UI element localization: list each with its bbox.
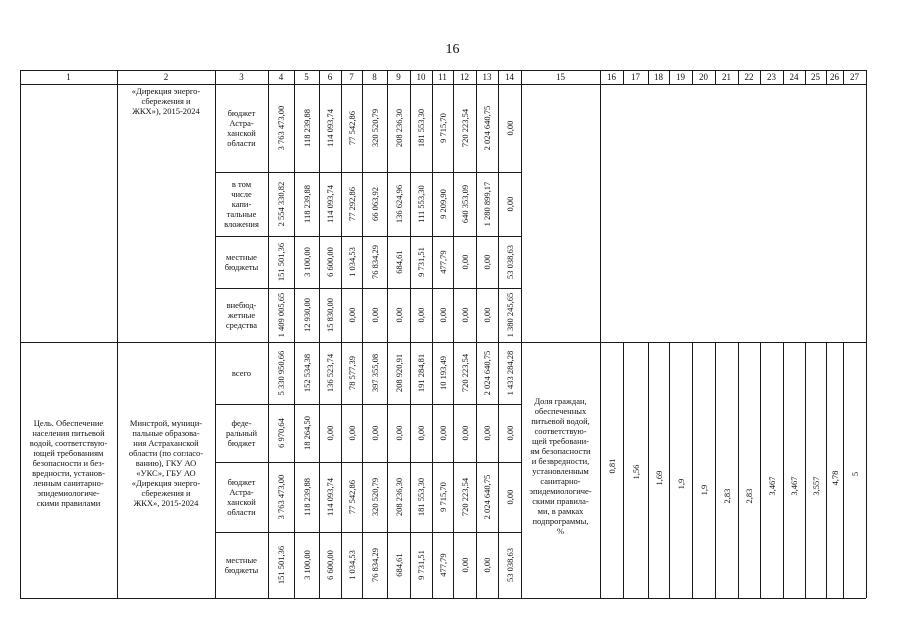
column-line-10 [432, 70, 433, 598]
page-number: 16 [445, 42, 460, 57]
column-header-1: 1 [66, 72, 71, 82]
block1-value-0-4-text: 320 520,79 [369, 108, 380, 148]
column-header-13: 13 [482, 72, 492, 82]
block2-value-2-1-text: 118 239,88 [301, 478, 312, 516]
column-line-25-lower [826, 342, 827, 598]
column-line-2 [215, 70, 216, 598]
column-line-24-lower [805, 342, 806, 598]
column-header-27: 27 [850, 72, 859, 82]
column-line-5 [319, 70, 320, 598]
indicator-value-18-text: 1,69 [653, 470, 664, 486]
block2-value-1-5-text: 0,00 [393, 425, 404, 441]
block1-value-3-2-text: 15 830,00 [325, 298, 335, 332]
indicator-value-26-text: 4,78 [829, 470, 840, 486]
block2-value-1-8-text: 0,00 [459, 425, 470, 441]
indicator-value-16-text: 0,81 [606, 458, 617, 474]
column-line-8 [387, 70, 388, 598]
block1-value-1-3-text: 77 292,86 [346, 187, 357, 221]
block2-value-2-5-text: 208 236,30 [393, 477, 404, 517]
block2-value-3-5-text: 684,61 [393, 553, 404, 577]
block1-row-line-3 [215, 288, 521, 289]
block2-value-0-10-text: 1 433 284,28 [504, 350, 515, 396]
table-bottom-border [20, 598, 866, 599]
column-line-18-lower [669, 342, 670, 598]
indicator-value-27-text: 5 [849, 471, 860, 477]
block2-value-0-9-text: 2 024 640,75 [482, 350, 492, 396]
block2-value-3-8-text: 0,00 [459, 557, 470, 573]
block1-value-1-6-text: 111 553,30 [416, 185, 426, 223]
column-header-2: 2 [163, 72, 169, 82]
column-line-12 [476, 70, 477, 598]
block2-value-0-5-text: 208 920,91 [393, 353, 404, 393]
block2-value-3-3-text: 1 034,53 [346, 550, 357, 580]
column-line-4 [294, 70, 295, 598]
block1-value-1-10-text: 0,00 [504, 196, 515, 212]
block2-value-3-2-text: 6 600,00 [325, 550, 335, 580]
column-header-7: 7 [349, 72, 354, 82]
block1-value-2-9-text: 0,00 [482, 254, 492, 270]
column-header-8: 8 [372, 72, 377, 82]
indicator-value-22-text: 2,83 [744, 488, 754, 504]
block1-executor: «Дирекция энерго- сбережения и ЖКХ»), 2015-2024 [131, 86, 201, 116]
block2-value-0-8-text: 720 223,54 [459, 353, 470, 393]
column-header-10: 10 [416, 72, 426, 82]
block2-value-1-3-text: 0,00 [346, 425, 357, 441]
column-line-0 [20, 70, 21, 598]
block1-value-0-10-text: 0,00 [504, 120, 515, 136]
block2-value-0-4-text: 397 355,08 [369, 353, 380, 393]
column-line-1 [117, 70, 118, 598]
block2-value-0-1-text: 152 534,38 [301, 353, 312, 393]
block2-row-label-3: местные бюджеты [224, 555, 259, 575]
column-line-7 [362, 70, 363, 598]
block1-value-2-7-text: 477,79 [437, 250, 448, 274]
block1-value-2-2-text: 6 600,00 [325, 247, 335, 277]
block1-value-0-8-text: 720 223,54 [459, 108, 470, 148]
section-separator [20, 342, 866, 343]
block2-executor: Минстрой, муници- пальные образова- ния Астраханской области (по согласо- ванию), ГКУ АО «УКС», ГБУ АО «Дирекция энерго- сбережения и ЖКХ», 2015-2024 [128, 418, 204, 508]
column-header-16: 16 [607, 72, 616, 82]
block1-row-label-2: местные бюджеты [224, 252, 259, 272]
block1-value-3-0-text: 1 409 005,65 [276, 292, 286, 338]
column-line-15 [600, 70, 601, 598]
block2-value-3-7-text: 477,79 [437, 553, 448, 577]
block2-value-2-10-text: 0,00 [504, 489, 515, 505]
column-header-11: 11 [438, 72, 447, 82]
block1-value-0-1-text: 118 239,88 [301, 109, 312, 147]
block1-value-1-8-text: 640 353,09 [459, 184, 470, 224]
block1-value-2-3-text: 1 034,53 [346, 247, 357, 277]
block2-row-label-2: бюджет Астра- ханской области [227, 477, 256, 517]
block2-value-3-1-text: 3 100,00 [301, 550, 312, 580]
block1-value-1-2-text: 114 093,74 [325, 185, 335, 223]
block1-value-3-4-text: 0,00 [369, 307, 380, 323]
column-line-23-lower [783, 342, 784, 598]
block1-value-1-0-text: 2 554 330,82 [276, 181, 286, 227]
block2-value-2-8-text: 720 223,54 [459, 477, 470, 517]
column-line-3 [268, 70, 269, 598]
block2-value-0-6-text: 191 284,81 [416, 353, 426, 393]
block1-value-2-10-text: 53 038,63 [504, 245, 515, 279]
block1-value-0-6-text: 181 553,30 [416, 108, 426, 148]
block1-row-label-0: бюджет Астра- ханской области [227, 108, 256, 148]
column-header-19: 19 [676, 72, 685, 82]
column-line-19-lower [692, 342, 693, 598]
block2-row-label-1: феде- ральный бюджет [225, 418, 258, 448]
column-line-9 [410, 70, 411, 598]
block1-row-line-2 [215, 236, 521, 237]
block1-value-3-6-text: 0,00 [416, 307, 426, 323]
block1-value-0-0-text: 3 763 473,00 [276, 105, 286, 151]
column-header-5: 5 [304, 72, 309, 82]
block2-value-1-7-text: 0,00 [437, 425, 448, 441]
block2-value-3-10-text: 53 038,63 [504, 548, 515, 582]
column-header-26: 26 [830, 72, 839, 82]
column-line-27 [866, 70, 867, 598]
column-header-15: 15 [556, 72, 565, 82]
block2-value-2-7-text: 9 715,70 [437, 482, 448, 512]
block1-row-label-3: внебюд- жетные средства [225, 300, 258, 330]
block2-value-3-4-text: 76 834,29 [369, 548, 380, 582]
column-line-17-lower [648, 342, 649, 598]
column-line-26-lower [843, 342, 844, 598]
block2-value-1-2-text: 0,00 [325, 425, 335, 441]
block1-value-1-4-text: 66 063,92 [369, 187, 380, 221]
block1-value-0-7-text: 9 715,70 [437, 113, 448, 143]
block2-value-3-9-text: 0,00 [482, 557, 492, 573]
block1-value-0-2-text: 114 093,74 [325, 109, 335, 147]
block1-value-2-5-text: 684,61 [393, 250, 404, 274]
column-line-22-lower [760, 342, 761, 598]
column-header-21: 21 [722, 72, 731, 82]
column-header-12: 12 [460, 72, 469, 82]
indicator-value-17-text: 1,56 [630, 464, 641, 480]
block1-value-3-5-text: 0,00 [393, 307, 404, 323]
indicator-value-19-text: 1,9 [675, 478, 686, 490]
column-line-16-lower [623, 342, 624, 598]
column-header-20: 20 [699, 72, 708, 82]
column-header-6: 6 [327, 72, 333, 82]
block2-row-line-1 [215, 404, 521, 405]
column-line-21-lower [738, 342, 739, 598]
block2-row-label-0: всего [231, 368, 252, 378]
block1-value-3-9-text: 0,00 [482, 307, 492, 323]
column-header-22: 22 [744, 72, 754, 82]
block2-value-1-4-text: 0,00 [369, 425, 380, 441]
column-header-17: 17 [631, 72, 640, 82]
column-header-14: 14 [505, 72, 514, 82]
block2-value-1-6-text: 0,00 [416, 425, 426, 441]
column-header-3: 3 [239, 72, 244, 82]
block2-value-0-7-text: 10 193,49 [437, 356, 448, 390]
indicator-value-24-text: 3,467 [789, 476, 799, 496]
header-bottom-border [20, 84, 866, 85]
block1-value-3-3-text: 0,00 [346, 307, 357, 323]
indicator-value-23-text: 3,467 [766, 476, 777, 496]
column-header-9: 9 [396, 72, 401, 82]
column-line-13 [498, 70, 499, 598]
column-line-20-lower [715, 342, 716, 598]
block2-value-1-0-text: 6 970,64 [276, 418, 286, 448]
column-line-14 [521, 70, 522, 598]
block2-value-2-0-text: 3 763 473,00 [276, 474, 286, 520]
column-header-18: 18 [654, 72, 663, 82]
block1-value-2-4-text: 76 834,29 [369, 245, 380, 279]
block1-value-2-6-text: 9 731,51 [416, 247, 426, 277]
column-header-24: 24 [789, 72, 799, 82]
block2-value-2-3-text: 77 542,86 [346, 480, 357, 514]
table-top-border [20, 70, 866, 71]
block1-value-0-9-text: 2 024 640,75 [482, 105, 492, 151]
block1-value-3-7-text: 0,00 [437, 307, 448, 323]
block1-value-1-5-text: 136 624,96 [393, 184, 404, 224]
block1-value-1-7-text: 9 209,90 [437, 189, 448, 219]
indicator-value-20-text: 1,9 [698, 484, 709, 496]
block2-value-0-3-text: 78 577,39 [346, 356, 357, 390]
block2-value-1-10-text: 0,00 [504, 425, 515, 441]
block1-value-1-1-text: 118 239,88 [301, 185, 312, 223]
block1-value-2-0-text: 151 501,36 [276, 242, 286, 282]
block1-row-label-1: в том числе капи- тальные вложения [224, 179, 259, 229]
block1-value-3-8-text: 0,00 [459, 307, 470, 323]
indicator-value-25-text: 3,557 [810, 476, 821, 496]
block1-row-line-1 [215, 172, 521, 173]
block1-value-3-10-text: 1 380 245,65 [504, 292, 515, 338]
block2-value-2-2-text: 114 093,74 [325, 478, 335, 516]
block2-value-2-6-text: 181 553,30 [416, 477, 426, 517]
block1-value-2-8-text: 0,00 [459, 254, 470, 270]
indicator-value-21-text: 2,83 [721, 488, 732, 504]
column-header-25: 25 [811, 72, 820, 82]
block1-value-1-9-text: 1 280 899,17 [482, 181, 492, 227]
block2-row-line-2 [215, 462, 521, 463]
block2-goal: Цель. Обеспечение населения питьевой водой, соответствую- ющей требованиям безопасности и без- вредности, установ- ленным санитарно- эпидемиологиче- скими правилами [29, 418, 108, 508]
block2-value-3-6-text: 9 731,51 [416, 550, 426, 580]
block2-value-0-0-text: 5 330 950,66 [276, 350, 286, 396]
block1-value-0-5-text: 208 236,30 [393, 108, 404, 148]
block2-value-1-1-text: 18 264,50 [301, 416, 312, 450]
block2-value-2-9-text: 2 024 640,75 [482, 474, 492, 520]
block2-row-line-3 [215, 532, 521, 533]
block2-value-3-0-text: 151 501,36 [276, 545, 286, 585]
block2-value-2-4-text: 320 520,79 [369, 477, 380, 517]
block1-value-0-3-text: 77 542,86 [346, 111, 357, 145]
block2-value-0-2-text: 136 523,74 [325, 353, 335, 393]
column-header-23: 23 [767, 72, 776, 82]
column-line-11 [453, 70, 454, 598]
block2-value-1-9-text: 0,00 [482, 425, 492, 441]
column-header-4: 4 [278, 72, 284, 82]
block1-value-3-1-text: 12 930,00 [301, 298, 312, 332]
block2-indicator: Доля граждан, обеспеченных питьевой водой, соответствую- щей требовани- ям безопасности и безвредности, установленным санитарно- эпидемиологиче- скими правила- ми, в рамках подпрограммы, % [529, 396, 592, 536]
block1-value-2-1-text: 3 100,00 [301, 247, 312, 277]
column-line-6 [341, 70, 342, 598]
